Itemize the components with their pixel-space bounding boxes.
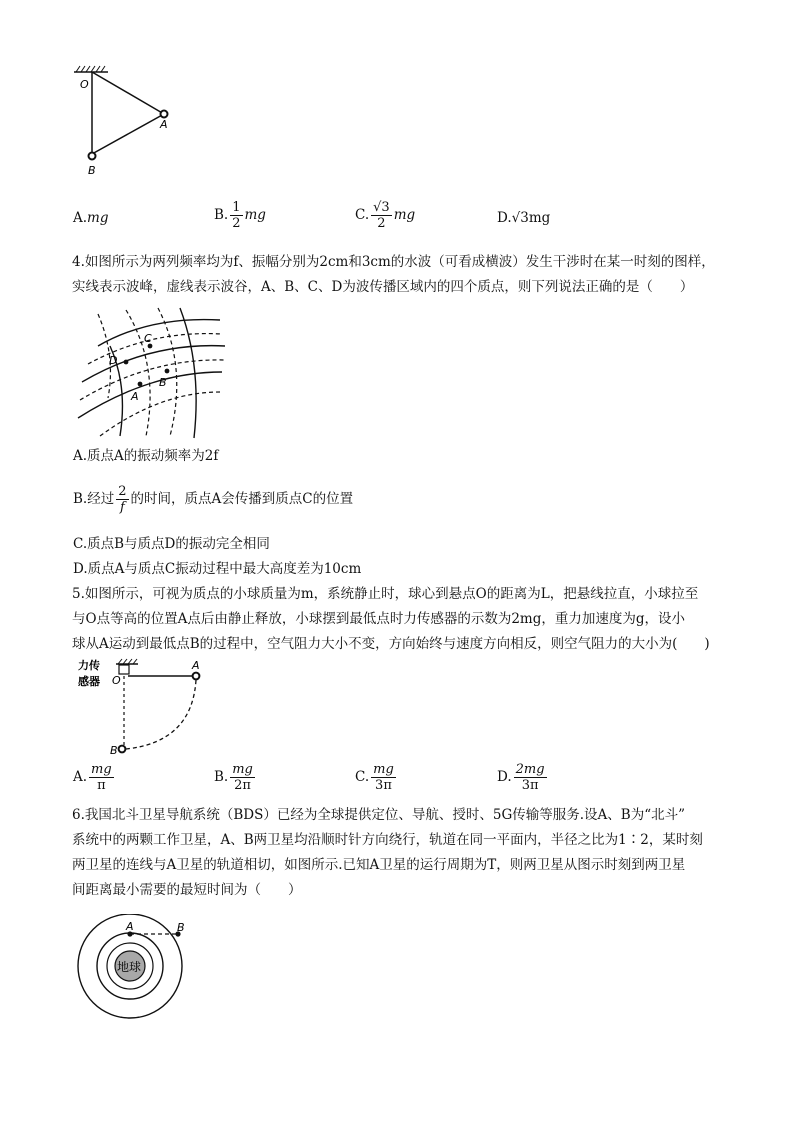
q4-label-a: A: [131, 390, 139, 403]
q6-earth-label: 地球: [117, 960, 142, 974]
q5-figure: [76, 656, 216, 760]
q5-option-c[interactable]: C. $\frac{mg}{3\pi}$: [355, 762, 394, 793]
fraction: $\frac{1}{2}$: [232, 200, 241, 231]
fraction: $\frac{mg}{2\pi}$: [232, 762, 253, 793]
q4-figure: [70, 306, 230, 440]
q4-label-c: C: [144, 332, 152, 345]
q6-label-a: A: [126, 920, 134, 933]
q5-option-b[interactable]: B. $\frac{mg}{2\pi}$: [214, 762, 253, 793]
q5-label-o: O: [112, 674, 121, 687]
q5-label-a: A: [192, 659, 200, 672]
q3-label-o: O: [80, 78, 89, 91]
q6-figure: [72, 914, 208, 1022]
q4-stem: 4.如图所示为两列频率均为f、振幅分别为2cm和3cm的水波（可看成横波）发生干涉时在某一时刻的图样， 实线表示波峰，虚线表示波谷，A、B、C、D为波传播区域内的四个质点，则下列说法正确的是（ ）: [72, 254, 715, 295]
fraction: $\frac{2mg}{3\pi}$: [515, 762, 545, 793]
q3-option-a[interactable]: A.mg: [73, 210, 109, 226]
q4-label-d: D: [109, 354, 118, 367]
q6-label-b: B: [177, 921, 185, 934]
q4-option-b[interactable]: B.经过 $\frac{2}{f}$ 的时间，质点A会传播到质点C的位置: [73, 484, 354, 515]
q5-sensor-label-2: 感器: [78, 675, 100, 688]
fraction: $\frac{2}{f}$: [118, 484, 127, 515]
q3-label-a: A: [160, 118, 168, 131]
q5-stem: 5.如图所示，可视为质点的小球质量为m，系统静止时，球心到悬点O的距离为L，把悬线拉直，小球拉至 与O点等高的位置A点后由静止释放，小球摆到最低点时力传感器的示数为2mg，重力加速度为g，设小 球从A运动到最低点B的过程中，空气阻力大小不变，方向始终与速度方向相反，则空气阻力的大小为( ): [72, 586, 710, 652]
fraction: $\frac{mg}{\pi}$: [91, 762, 112, 793]
q3-figure: [68, 62, 188, 180]
q5-option-a[interactable]: A. $\frac{mg}{\pi}$: [73, 762, 112, 793]
q5-option-d[interactable]: D. $\frac{2mg}{3\pi}$: [497, 762, 545, 793]
q3-option-b[interactable]: B. $\frac{1}{2}$ mg: [214, 200, 266, 231]
fraction: $\frac{√3}{2}$: [373, 200, 390, 231]
q5-sensor-label-1: 力传: [78, 659, 100, 672]
q4-label-b: B: [159, 376, 167, 389]
q4-option-d[interactable]: D.质点A与质点C振动过程中最大高度差为10cm: [73, 561, 362, 577]
q3-option-c[interactable]: C. $\frac{√3}{2}$ mg: [355, 200, 416, 231]
fraction: $\frac{mg}{3\pi}$: [373, 762, 394, 793]
q3-option-d[interactable]: D.√3mg: [497, 210, 551, 226]
q6-stem: 6.我国北斗卫星导航系统（BDS）已经为全球提供定位、导航、授时、5G传输等服务.设A、B为“北斗” 系统中的两颗工作卫星，A、B两卫星均沿顺时针方向绕行，轨道在同一平面内，半径之比为1∶2，某时刻 两卫星的连线与A卫星的轨道相切，如图所示.已知A卫星的运行周期为T，则两卫星从图示时刻到两卫星 间距离最小需要的最短时间为（ ）: [72, 807, 703, 898]
q3-label-b: B: [88, 164, 96, 177]
q5-label-b: B: [110, 744, 118, 757]
q4-option-c[interactable]: C.质点B与质点D的振动完全相同: [73, 536, 270, 552]
q4-option-a[interactable]: A.质点A的振动频率为2f: [73, 448, 219, 464]
